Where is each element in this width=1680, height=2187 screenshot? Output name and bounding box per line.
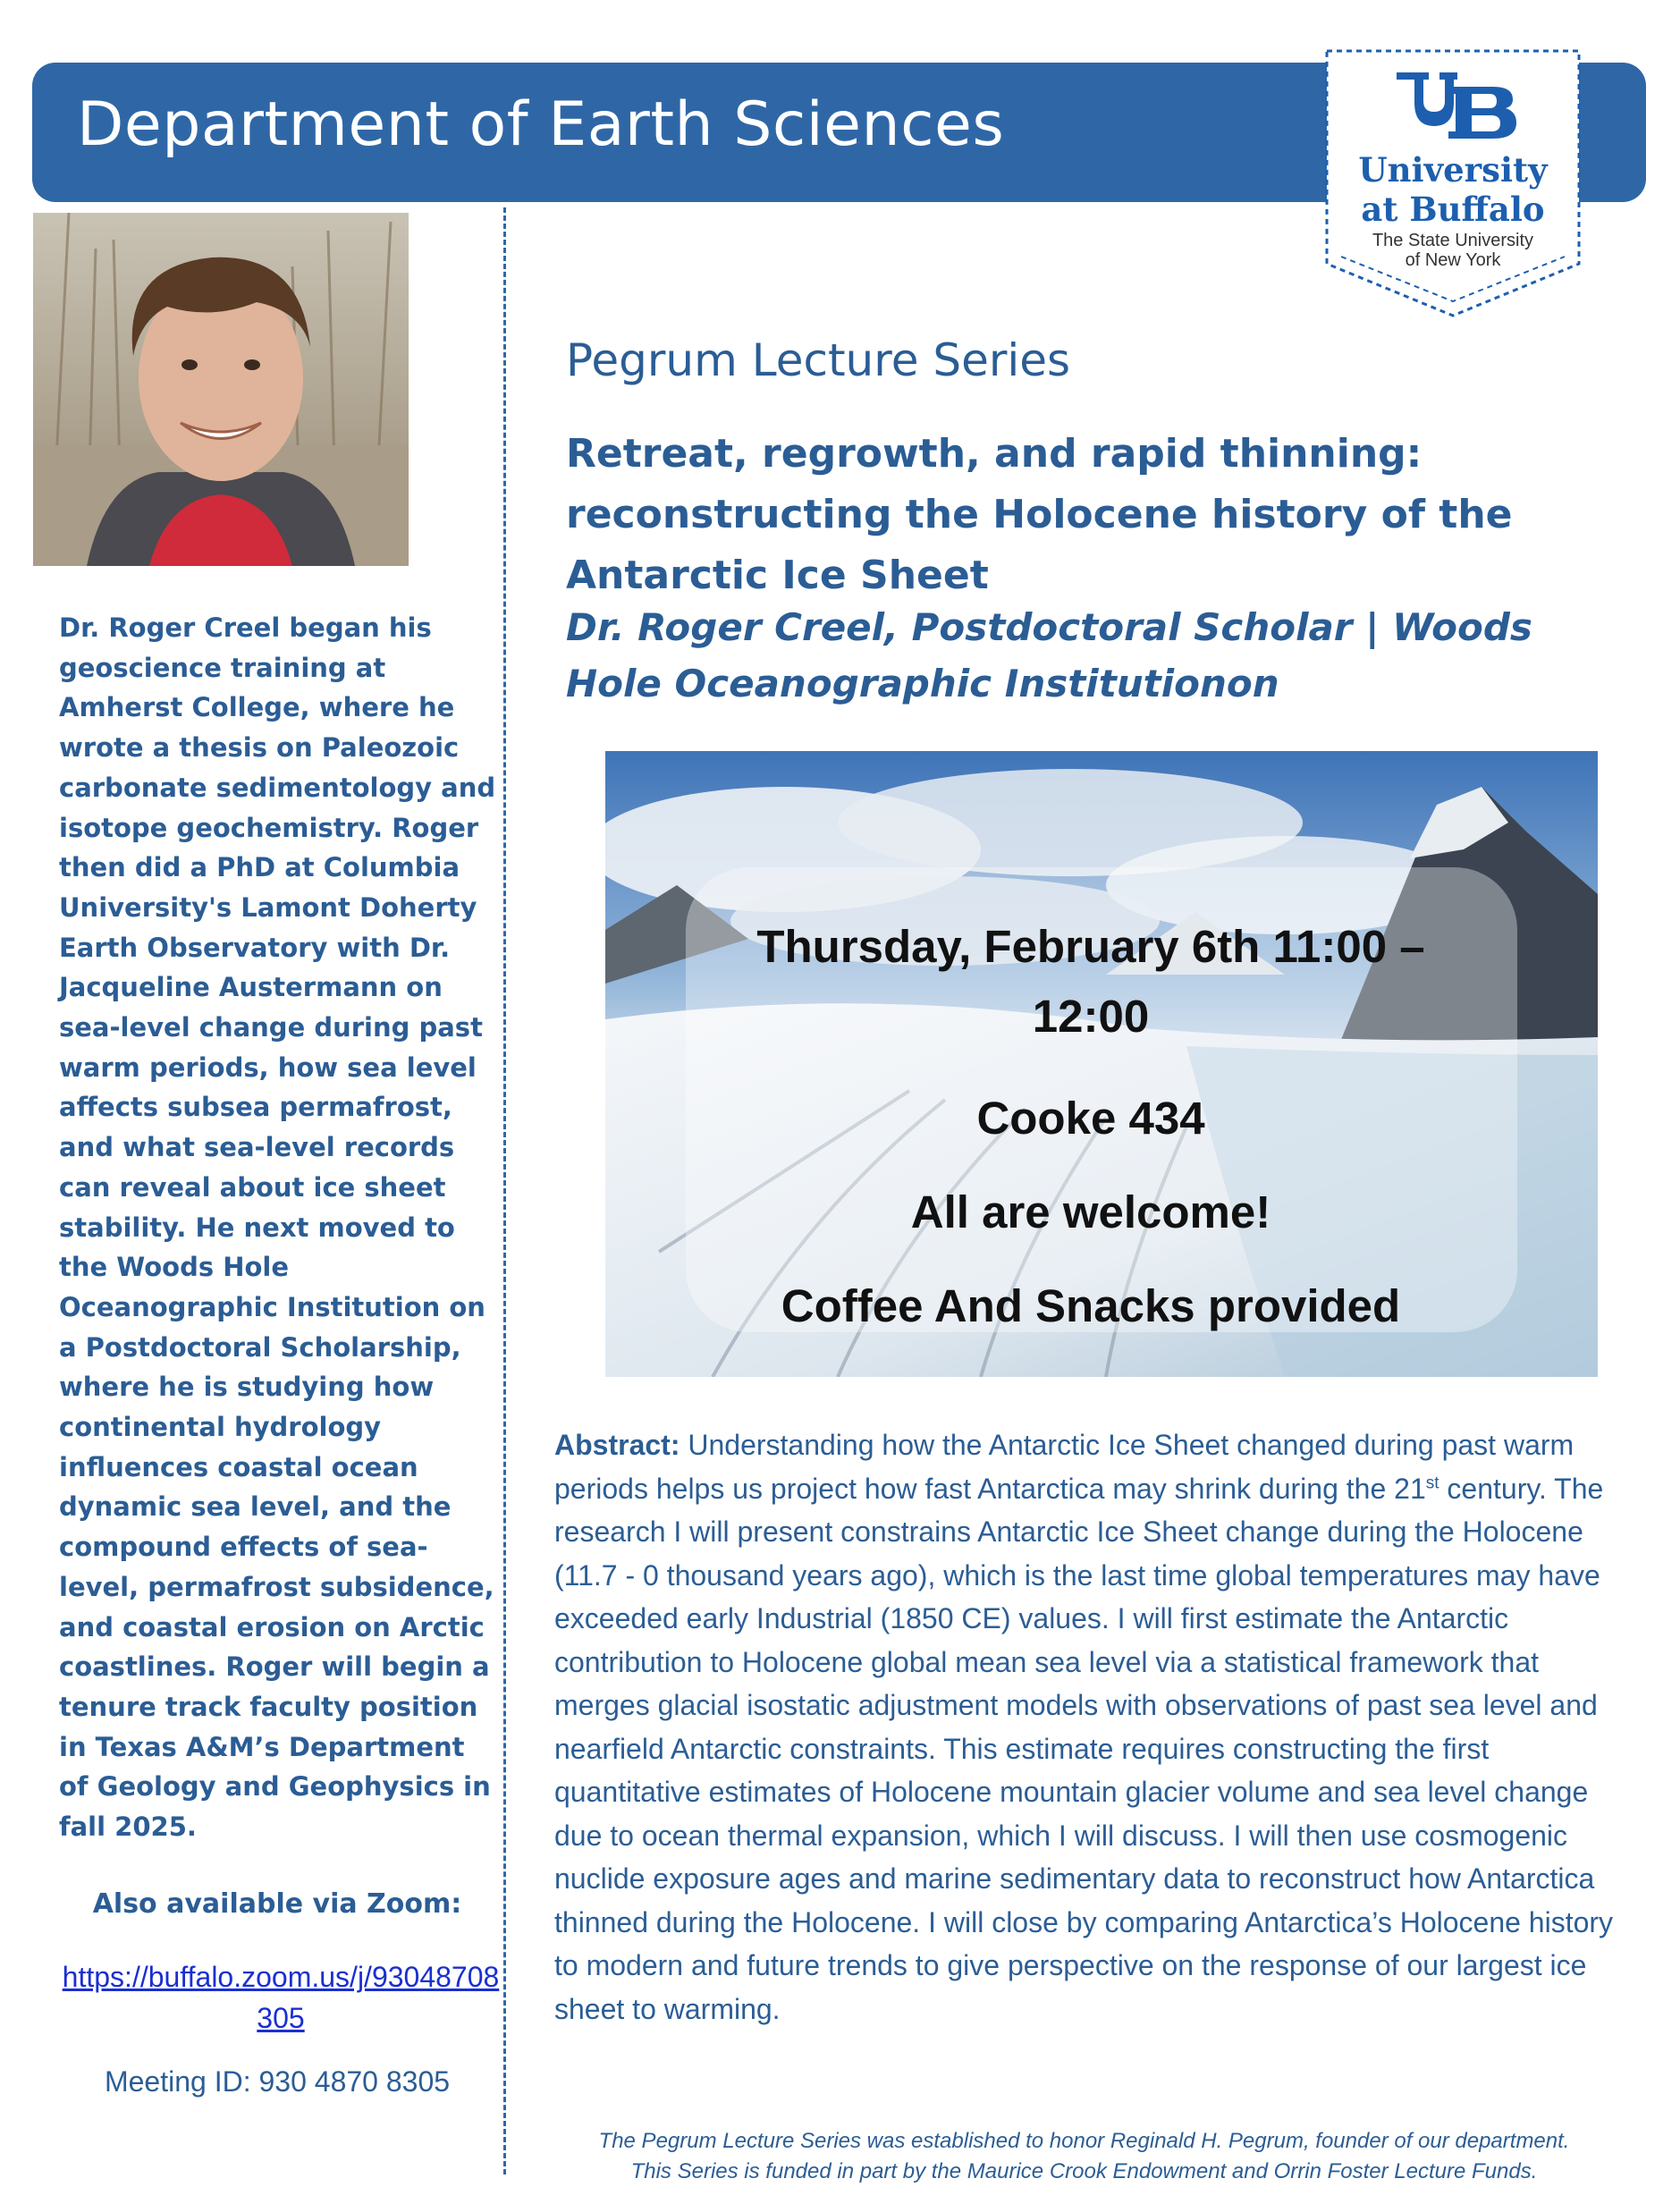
speaker-portrait (33, 213, 409, 566)
zoom-link[interactable]: https://buffalo.zoom.us/j/93048708305 (62, 1961, 500, 2034)
university-subtitle-line2: of New York (1405, 250, 1501, 270)
column-divider (503, 207, 506, 2174)
series-footnote (536, 2126, 1632, 2187)
lecture-series-label: Pegrum Lecture Series (566, 334, 1071, 386)
footnote-line1: The Pegrum Lecture Series was established to honor Reginald H. Pegrum, founder of our department. (598, 2129, 1570, 2153)
university-name-line2: at Buffalo (1361, 190, 1545, 229)
speaker-affiliation: Dr. Roger Creel, Postdoctoral Scholar | Woods Hole Oceanographic Institutionon (566, 605, 1532, 705)
footnote-line2: This Series is funded in part by the Maurice Crook Endowment and Orrin Foster Lecture Funds. (630, 2159, 1538, 2183)
event-refreshments: Coffee And Snacks provided (781, 1280, 1401, 1331)
abstract-text-part2: century. The research I will present constrains Antarctic Ice Sheet change during the Holocene (11.7 - 0 thousand years ago), which is the last time global temperatures may have exceeded early Industrial (1850 CE) values. I will first estimate the Antarctic contribution to Holocene global mean sea level via a statistical framework that merges glacial isostatic adjustment models with observations of past sea level and nearfield Antarctic constraints. This estimate requires constructing the first quantitative estimates of Holocene mountain glacier volume and sea level change due to ocean thermal expansion, which I will discuss. I will then use cosmogenic nuclide exposure ages and marine sedimentary data to reconstruct how Antarctica thinned during the Holocene. I will close by comparing Antarctica’s Holocene history to modern and future trends to give perspective on the response of our largest ice sheet to warming. (554, 1472, 1614, 2025)
abstract (554, 1423, 1627, 2031)
abstract-superscript: st (1425, 1473, 1439, 1492)
university-subtitle-line1: The State University (1372, 231, 1534, 250)
abstract-text-part1: Understanding how the Antarctic Ice Sheet changed during past warm periods helps us project how fast Antarctica may shrink during the 21 (554, 1429, 1574, 1505)
bio-speaker-name: Dr. Roger Creel (59, 612, 281, 643)
talk-title: Retreat, regrowth, and rapid thinning: reconstructing the Holocene history of the Antarctic Ice Sheet (566, 431, 1513, 598)
event-welcome: All are welcome! (910, 1186, 1271, 1237)
bio-text: began his geoscience training at Amherst College, where he wrote a thesis on Paleozoic carbonate sedimentology and isotope geochemistry. Roger then did a PhD at Columbia University's Lamont Doherty Earth Observatory with Dr. Jacqueline Austermann on sea-level change during past warm periods, how sea level affects subsea permafrost, and what sea-level records can reveal about ice sheet stability. He next moved to the Woods Hole Oceanographic Institution on a Postdoctoral Scholarship, where he is studying how continental hydrology influences coastal ocean dynamic sea level, and the compound effects of sea-level, permafrost subsidence, and coastal erosion on Arctic coastlines. Roger will begin a tenure track faculty position in Texas A&M’s Department of Geology and Geophysics in fall 2025. (59, 612, 496, 1843)
abstract-label: Abstract: (554, 1429, 680, 1461)
event-datetime: Thursday, February 6th 11:00 – 12:00 (756, 921, 1425, 1042)
zoom-heading: Also available via Zoom: (92, 1888, 462, 1920)
event-details (706, 912, 1475, 1333)
event-room: Cooke 434 (976, 1093, 1205, 1144)
university-subtitle (1323, 231, 1583, 270)
university-name-line1: University (1358, 150, 1548, 190)
department-title: Department of Earth Sciences (77, 89, 1005, 160)
university-name (1323, 150, 1583, 229)
meeting-id: Meeting ID: 930 4870 8305 (104, 2065, 451, 2098)
speaker-bio (59, 608, 497, 1847)
